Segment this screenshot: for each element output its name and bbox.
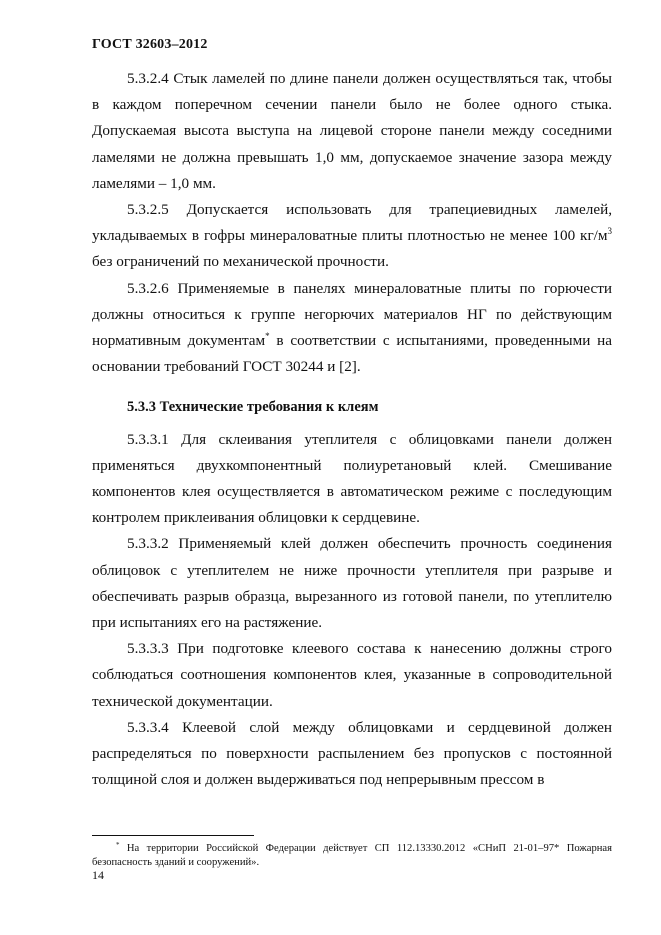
clause-number: 5.3.3.3 xyxy=(127,640,169,658)
section-heading: 5.3.3 Технические требования к клеям xyxy=(127,399,379,416)
clause-text: Допускается использовать для трапециевидных ламелей, укладываемых в гофры минераловатные плиты плотностью не менее 100 кг/м xyxy=(92,201,612,245)
clause-5-3-3-2 xyxy=(92,531,612,636)
clause-5-3-2-4 xyxy=(92,66,612,197)
clause-text: Применяемый клей должен обеспечить прочность соединения облицовок с утеплителем не ниже прочности утеплителя при разрыве и обеспечивать разрыв образца, вырезанного из готовой панели, по утеплителю при испытаниях его на растяжение. xyxy=(92,535,612,632)
clause-5-3-3-1 xyxy=(92,427,612,532)
clause-number: 5.3.2.5 xyxy=(127,201,169,219)
clause-text: в соответствии с испытаниями, проведенными на основании требований ГОСТ 30244 и [2]. xyxy=(92,332,612,376)
clause-5-3-3-4 xyxy=(92,715,612,794)
clause-number: 5.3.2.6 xyxy=(127,279,169,297)
footnote-reference: * xyxy=(265,331,270,342)
clause-text: Применяемые в панелях минераловатные плиты по горючести должны относиться к группе негорючих материалов НГ по действующим нормативным документам xyxy=(92,279,613,350)
superscript: 3 xyxy=(607,226,612,237)
footnote-divider xyxy=(92,835,254,836)
clause-text: При подготовке клеевого состава к нанесению должны строго соблюдаться соотношения компонентов клея, указанные в сопроводительной технической документации. xyxy=(92,640,612,710)
clause-5-3-2-5 xyxy=(92,197,612,276)
footnote-text: На территории Российской Федерации действует СП 112.13330.2012 «СНиП 21-01–97* Пожарная безопасность зданий и сооружений». xyxy=(92,843,612,868)
clause-number: 5.3.3.4 xyxy=(127,718,169,736)
page-number: 14 xyxy=(92,868,104,882)
clause-text: Для склеивания утеплителя с облицовками панели должен применяться двухкомпонентный полиуретановый клей. Смешивание компонентов клея осуществляется в автоматическом режиме с последующим контролем приклеивания облицовки к сердцевине. xyxy=(92,430,612,527)
clause-number: 5.3.3.2 xyxy=(127,535,169,553)
clause-number: 5.3.2.4 xyxy=(127,70,169,87)
clause-number: 5.3.3.1 xyxy=(127,430,169,448)
clause-5-3-3-3 xyxy=(92,636,612,715)
document-body xyxy=(92,66,612,793)
document-code-header: ГОСТ 32603–2012 xyxy=(92,37,208,52)
clause-5-3-2-6 xyxy=(92,276,612,381)
footnote xyxy=(92,842,612,870)
clause-text: Стык ламелей по длине панели должен осуществляться так, чтобы в каждом поперечном сечении панели было не более одного стыка. Допускаемая высота выступа на лицевой стороне панели между соседними ламелями не должна превышать 1,0 мм, допускаемое значение зазора между ламелями – 1,0 мм. xyxy=(92,70,613,192)
clause-text: Клеевой слой между облицовками и сердцевиной должен распределяться по поверхности распылением без пропусков с постоянной толщиной слоя и должен выдерживаться под непрерывным прессом в xyxy=(92,718,612,789)
footnote-mark: * xyxy=(116,841,120,849)
clause-text: без ограничений по механической прочности. xyxy=(92,253,389,271)
